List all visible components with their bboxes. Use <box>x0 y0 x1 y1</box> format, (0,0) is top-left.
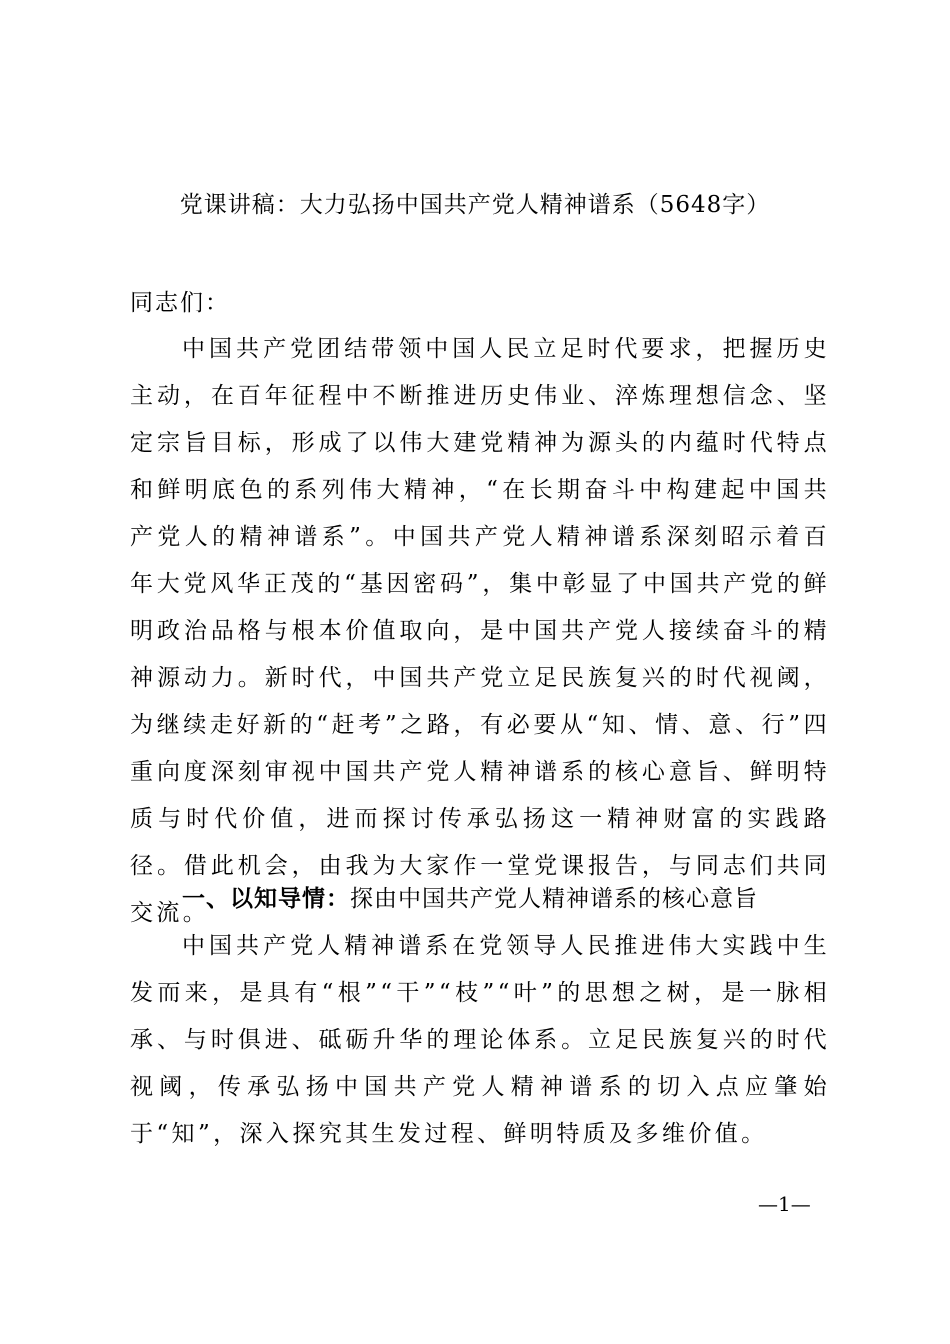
section-heading <box>130 876 830 923</box>
document-title: 党课讲稿：大力弘扬中国共产党人精神谱系（5648字） <box>179 192 771 218</box>
salutation: 同志们： <box>130 290 230 316</box>
page-number: —1— <box>758 1192 811 1216</box>
section-heading-lead: 一、以知导情： <box>182 886 350 912</box>
section-heading-text: 探由中国共产党人精神谱系的核心意旨 <box>350 886 758 912</box>
body-paragraph: 中国共产党人精神谱系在党领导人民推进伟大实践中生发而来，是具有“根”“干”“枝”“叶”的思想之树，是一脉相承、与时俱进、砥砺升华的理论体系。立足民族复兴的时代视阈，传承弘扬中国共产党人精神谱系的切入点应肇始于“知”，深入探究其生发过程、鲜明特质及多维价值。 <box>130 933 830 1147</box>
body-paragraph: 中国共产党团结带领中国人民立足时代要求，把握历史主动，在百年征程中不断推进历史伟业、淬炼理想信念、坚定宗旨目标，形成了以伟大建党精神为源头的内蕴时代特点和鲜明底色的系列伟大精神，“在长期奋斗中构建起中国共产党人的精神谱系”。中国共产党人精神谱系深刻昭示着百年大党风华正茂的“基因密码”，集中彰显了中国共产党的鲜明政治品格与根本价值取向，是中国共产党人接续奋斗的精神源动力。新时代，中国共产党立足民族复兴的时代视阈，为继续走好新的“赶考”之路，有必要从“知、情、意、行”四重向度深刻审视中国共产党人精神谱系的核心意旨、鲜明特质与时代价值，进而探讨传承弘扬这一精神财富的实践路径。借此机会，由我为大家作一堂党课报告，与同志们共同交流。 <box>130 336 830 926</box>
